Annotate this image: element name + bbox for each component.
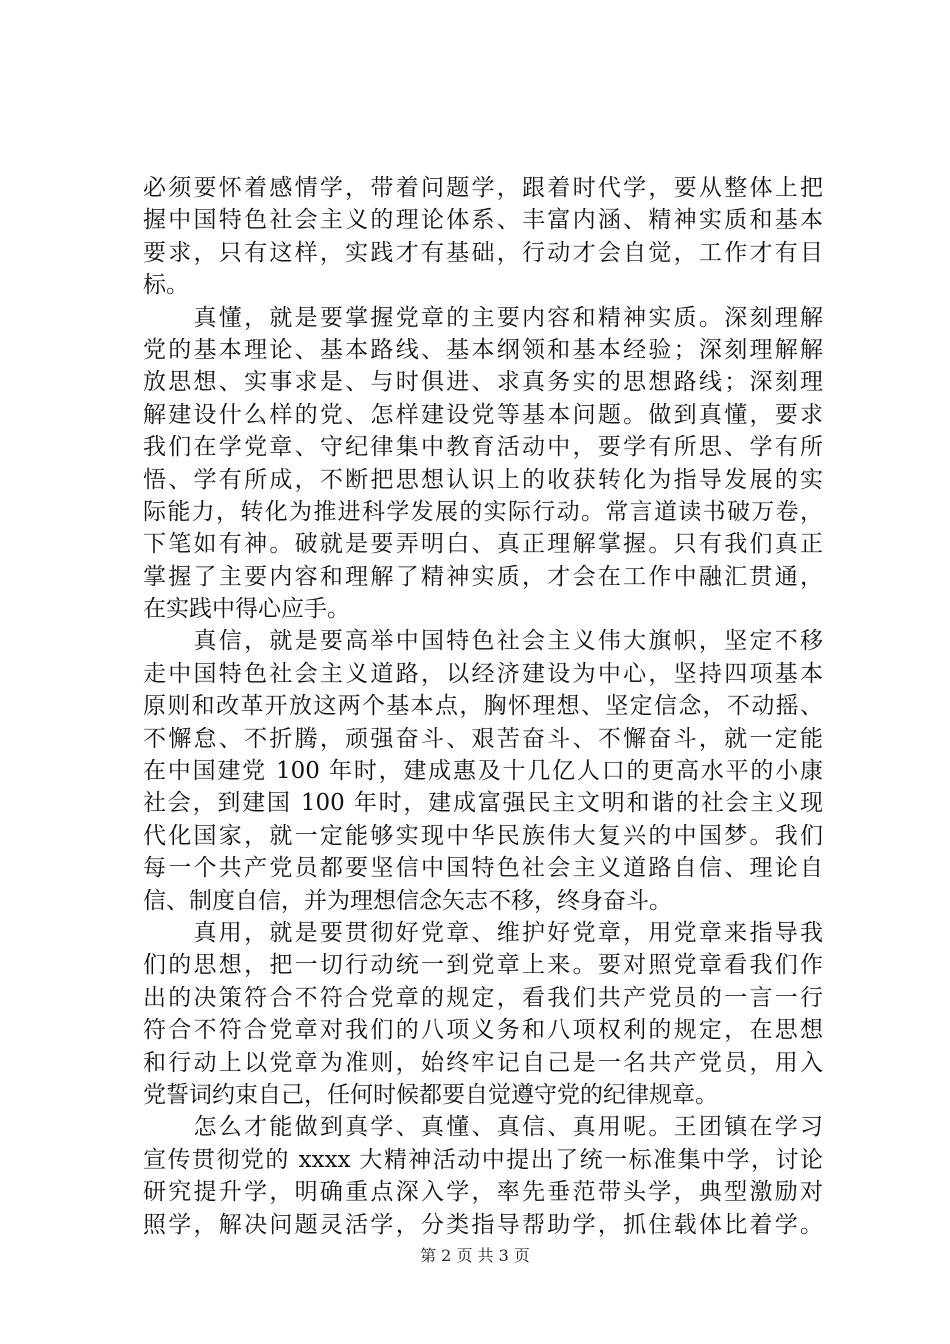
text-line: 信、制度自信，并为理想信念矢志不移，终身奋斗。 <box>143 887 672 914</box>
text-line: 悟、学有所成，不断把思想认识上的收获转化为指导发展的实 <box>143 466 823 493</box>
text-line: 原则和改革开放这两个基本点，胸怀理想、坚定信念，不动摇、 <box>143 693 823 720</box>
paragraph-start-line: 真信，就是要高举中国特色社会主义伟大旗帜，坚定不移 <box>143 628 823 655</box>
document-body <box>143 172 823 1241</box>
paragraph-start-line: 真用，就是要贯彻好党章、维护好党章，用党章来指导我 <box>143 919 823 946</box>
paragraph-start-line: 真懂，就是要掌握党章的主要内容和精神实质。深刻理解 <box>143 304 823 331</box>
text-line: 党的基本理论、基本路线、基本纲领和基本经验；深刻理解解 <box>143 336 823 363</box>
text-line: 出的决策符合不符合党章的规定，看我们共产党员的一言一行 <box>143 984 823 1011</box>
text-line: 要求，只有这样，实践才有基础，行动才会自觉，工作才有目 <box>143 239 823 266</box>
text-line: 际能力，转化为推进科学发展的实际行动。常言道读书破万卷， <box>143 498 823 525</box>
text-line: 社会，到建国 100 年时，建成富强民主文明和谐的社会主义现 <box>143 790 823 817</box>
text-line: 每一个共产党员都要坚信中国特色社会主义道路自信、理论自 <box>143 855 823 882</box>
text-line: 和行动上以党章为准则，始终牢记自己是一名共产党员，用入 <box>143 1049 823 1076</box>
text-line: 研究提升学，明确重点深入学，率先垂范带头学，典型激励对 <box>143 1179 823 1206</box>
text-line: 们的思想，把一切行动统一到党章上来。要对照党章看我们作 <box>143 952 823 979</box>
text-line: 在中国建党 100 年时，建成惠及十几亿人口的更高水平的小康 <box>143 758 823 785</box>
text-line: 我们在学党章、守纪律集中教育活动中，要学有所思、学有所 <box>143 434 823 461</box>
text-line: 党誓词约束自己，任何时候都要自觉遵守党的纪律规章。 <box>143 1081 718 1108</box>
text-line: 放思想、实事求是、与时俱进、求真务实的思想路线；深刻理 <box>143 369 823 396</box>
text-line: 掌握了主要内容和理解了精神实质，才会在工作中融汇贯通， <box>143 563 823 590</box>
text-line: 宣传贯彻党的 xxxx 大精神活动中提出了统一标准集中学，讨论 <box>143 1146 823 1173</box>
text-line: 握中国特色社会主义的理论体系、丰富内涵、精神实质和基本 <box>143 207 823 234</box>
paragraph-start-line: 怎么才能做到真学、真懂、真信、真用呢。王团镇在学习 <box>143 1114 823 1141</box>
text-line: 照学，解决问题灵活学，分类指导帮助学，抓住载体比着学。 <box>143 1211 823 1238</box>
text-line: 代化国家，就一定能够实现中华民族伟大复兴的中国梦。我们 <box>143 822 823 849</box>
text-line: 必须要怀着感情学，带着问题学，跟着时代学，要从整体上把 <box>143 175 823 201</box>
text-line: 在实践中得心应手。 <box>143 596 350 623</box>
text-line: 不懈怠、不折腾，顽强奋斗、艰苦奋斗、不懈奋斗，就一定能 <box>143 725 823 752</box>
text-line: 走中国特色社会主义道路，以经济建设为中心，坚持四项基本 <box>143 660 823 687</box>
text-line: 符合不符合党章对我们的八项义务和八项权利的规定，在思想 <box>143 1017 823 1044</box>
text-line: 标。 <box>143 272 189 299</box>
page-number-footer: 第 2 页 共 3 页 <box>420 1246 530 1265</box>
text-line: 下笔如有神。破就是要弄明白、真正理解掌握。只有我们真正 <box>143 531 823 558</box>
text-line: 解建设什么样的党、怎样建设党等基本问题。做到真懂，要求 <box>143 401 823 428</box>
